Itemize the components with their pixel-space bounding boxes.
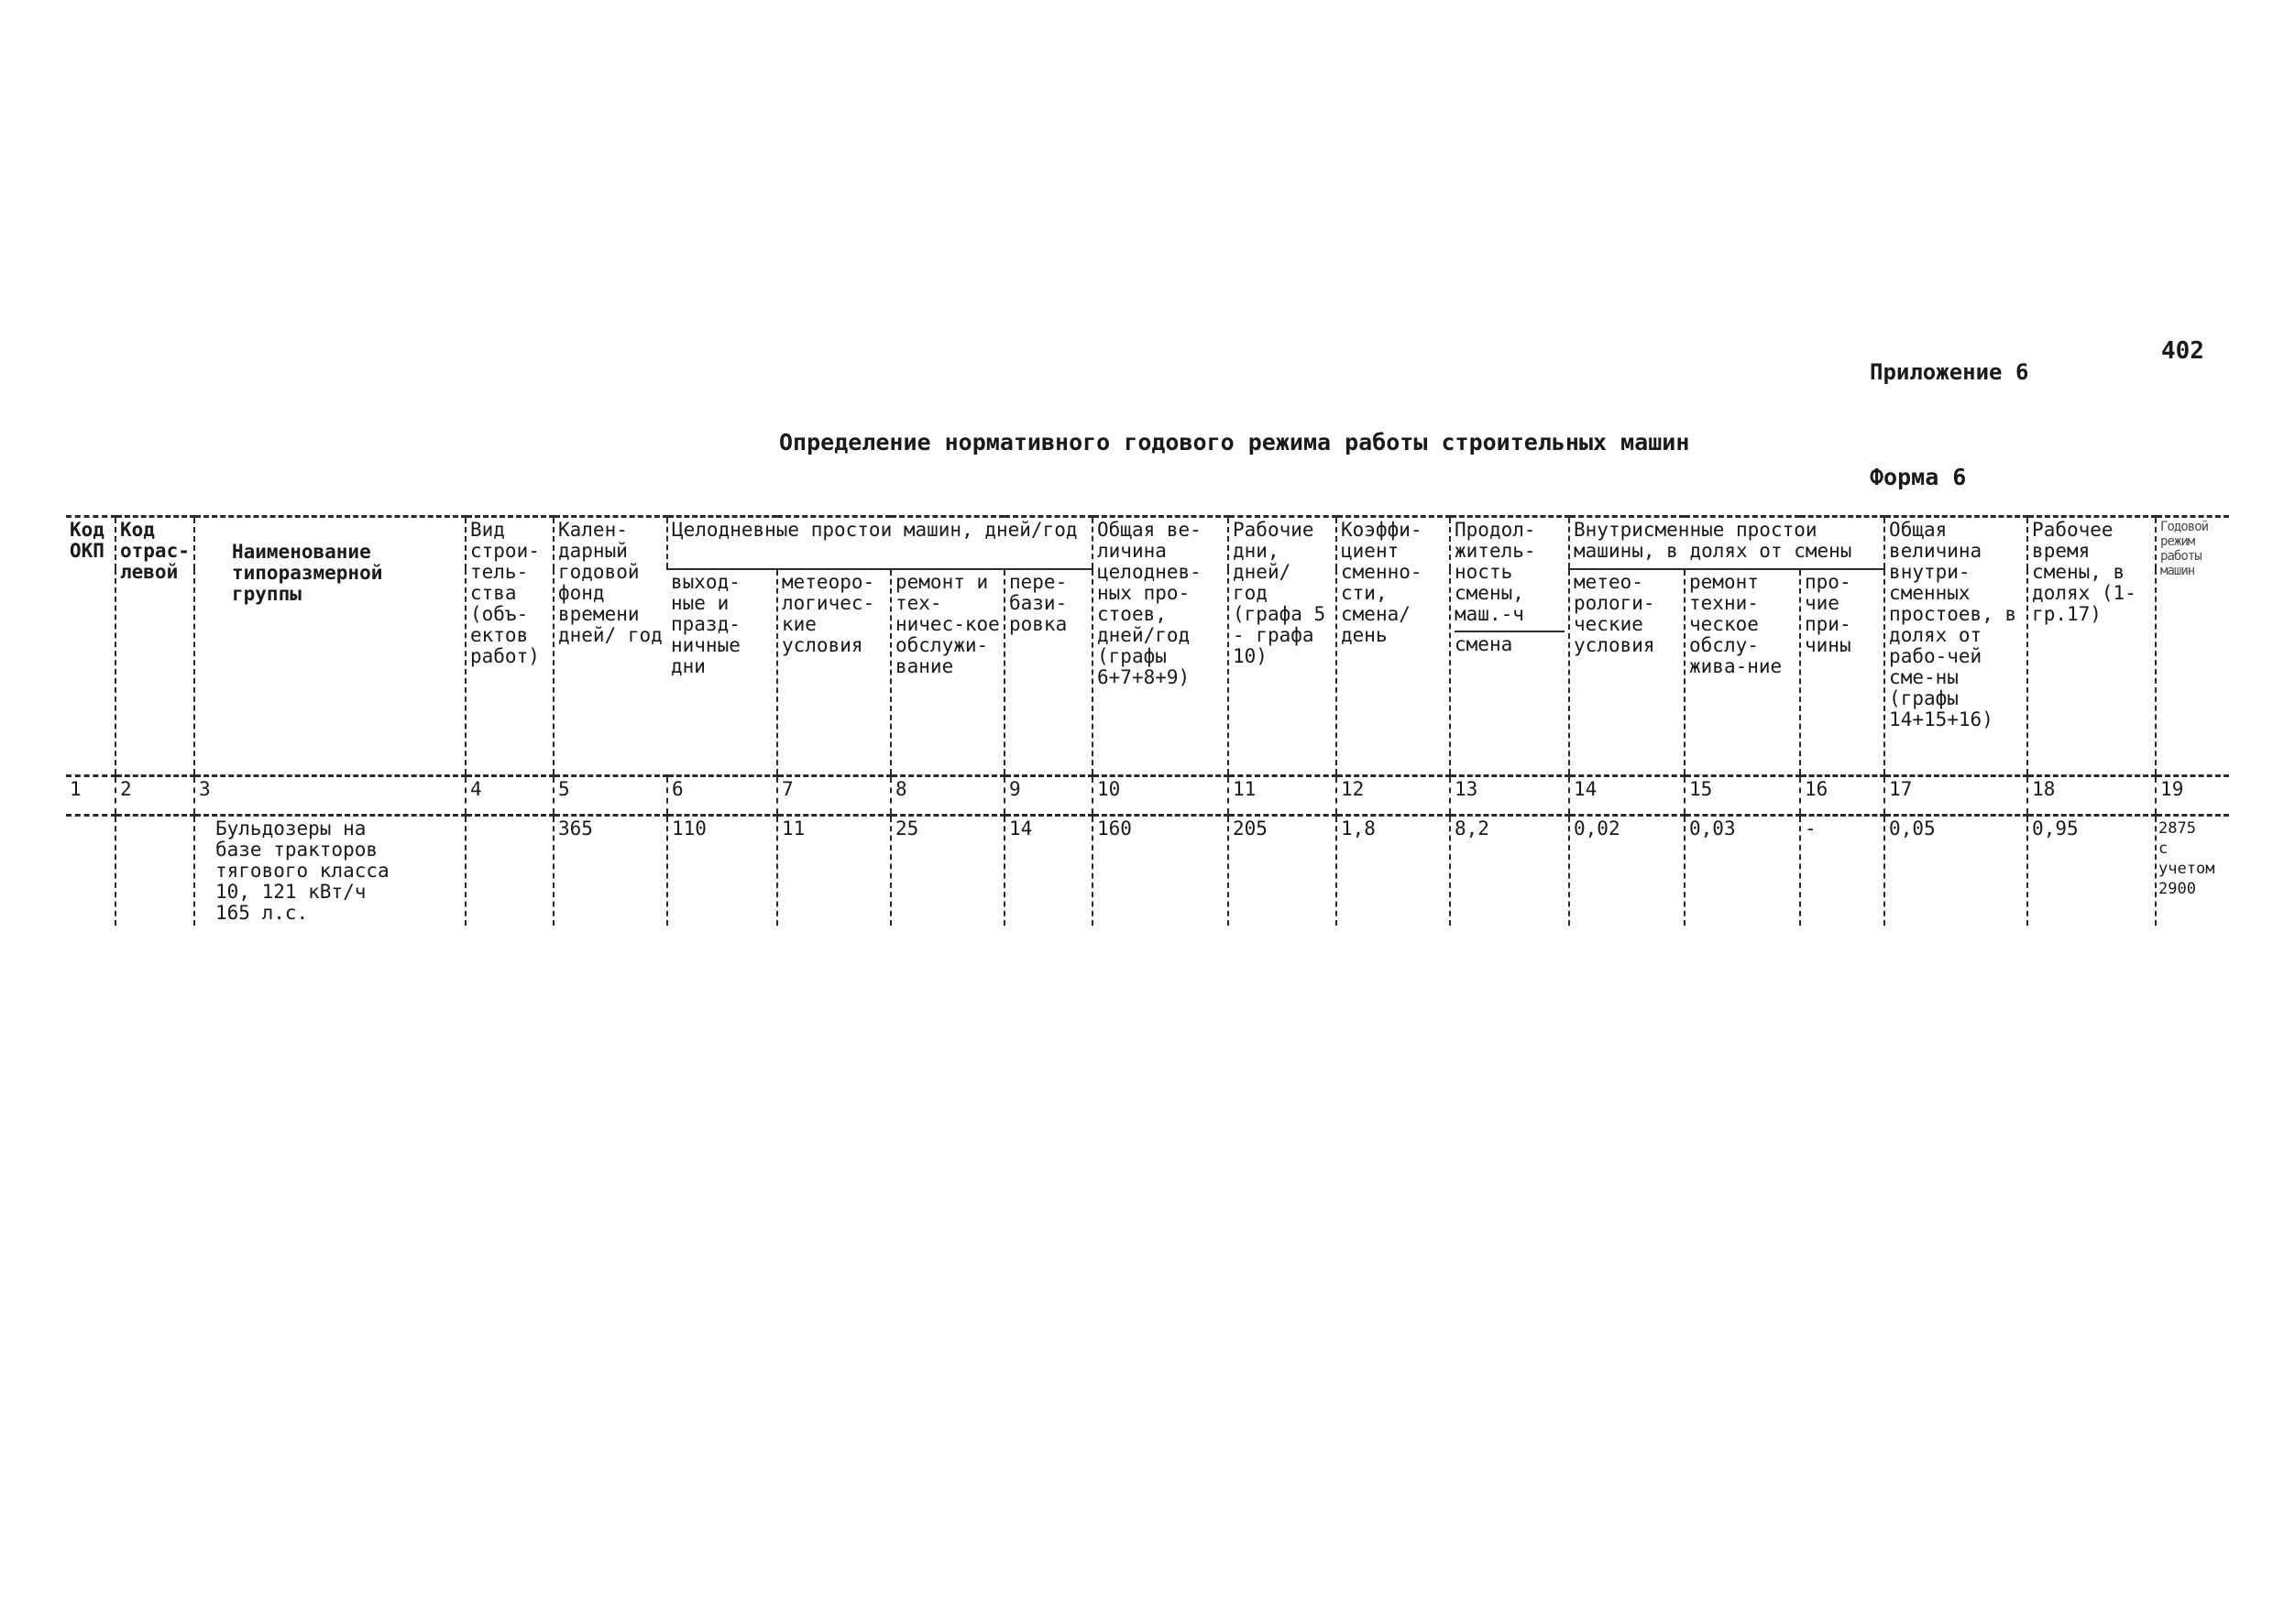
header-okp-code: Код ОКП [66, 517, 115, 776]
column-number: 16 [1800, 776, 1884, 816]
header-group-name: Наименование типоразмерной группы [194, 517, 466, 776]
column-number: 2 [115, 776, 194, 816]
header-intra-weather: метео-рологи-ческие условия [1569, 569, 1685, 776]
cell-repair-maintenance: 25 [891, 816, 1005, 927]
cell-total-intra-shift-downtime: 0,05 [1884, 816, 2027, 927]
cell-shift-coefficient: 1,8 [1336, 816, 1450, 927]
cell-industry-code [115, 816, 194, 927]
cell-working-days: 205 [1228, 816, 1336, 927]
header-shift-duration [1450, 517, 1569, 776]
cell-weekends-holidays: 110 [667, 816, 777, 927]
column-number: 11 [1228, 776, 1336, 816]
group-name-line: 165 л.с. [215, 902, 309, 924]
header-weather-conditions: метеоро-логичес-кие условия [777, 569, 891, 776]
column-number: 1 [66, 776, 115, 816]
header-total-intra-shift-downtime: Общая величина внутри-сменных простоев, в долях от рабо-чей сме-ны (графы 14+15+16) [1884, 517, 2027, 776]
header-weekends-holidays: выход-ные и празд-ничные дни [671, 570, 741, 677]
cell-intra-weather: 0,02 [1569, 816, 1685, 927]
cell-relocation: 14 [1005, 816, 1093, 927]
cell-construction-type [466, 816, 554, 927]
header-intra-repair: ремонт техни-ческое обслу-жива-ние [1685, 569, 1800, 776]
group-name-line: 10, 121 кВт/ч [215, 881, 367, 903]
header-industry-code: Код отрас-левой [115, 517, 194, 776]
annual-regime-line: с учетом [2158, 839, 2215, 878]
document-title: Определение нормативного годового режима работы строительных машин [779, 429, 1690, 455]
header-calendar-fund: Кален-дарный годовой фонд времени дней/ год [554, 517, 667, 776]
header-intra-shift-downtime: Внутрисменные простои машины, в долях от смены [1569, 517, 1884, 569]
header-annual-regime: Годовой режим работы машин [2156, 517, 2229, 776]
header-repair-maintenance: ремонт и тех-ничес-кое обслужи-вание [891, 569, 1005, 776]
annual-regime-line: 2900 [2158, 880, 2196, 898]
group-name-line: тягового класса [215, 860, 390, 882]
regime-table-container [66, 515, 2229, 926]
header-shift-coefficient: Коэффи-циент сменно-сти, смена/ день [1336, 517, 1450, 776]
column-number: 9 [1005, 776, 1093, 816]
column-number-row [66, 776, 2229, 816]
cell-group-name [194, 816, 466, 927]
form-label: Форма 6 [1870, 464, 1967, 490]
cell-annual-regime [2156, 816, 2229, 927]
annual-regime-line: 2875 [2158, 819, 2196, 838]
cell-intra-repair: 0,03 [1685, 816, 1800, 927]
column-number: 5 [554, 776, 667, 816]
column-number: 3 [194, 776, 466, 816]
group-name-line: базе тракторов [215, 839, 379, 861]
header-shift-duration-top: Продол-житель-ность смены, маш.-ч [1455, 519, 1536, 625]
cell-okp-code [66, 816, 115, 927]
column-number: 4 [466, 776, 554, 816]
appendix-label: Приложение 6 [1870, 359, 2029, 385]
column-number: 8 [891, 776, 1005, 816]
column-number: 15 [1685, 776, 1800, 816]
cell-weather-conditions: 11 [777, 816, 891, 927]
cell-working-time-share: 0,95 [2027, 816, 2156, 927]
header-working-time-share: Рабочее время смены, в долях (1-гр.17) [2027, 517, 2156, 776]
table-row [66, 816, 2229, 927]
regime-table [66, 515, 2229, 926]
header-total-full-day-downtime: Общая ве-личина целоднев-ных про-стоев, дней/год (графы 6+7+8+9) [1093, 517, 1228, 776]
column-number: 18 [2027, 776, 2156, 816]
column-number: 7 [777, 776, 891, 816]
column-number: 10 [1093, 776, 1228, 816]
group-name-line: Бульдозеры на [215, 817, 367, 839]
column-number: 6 [667, 776, 777, 816]
column-number: 17 [1884, 776, 2027, 816]
header-relocation: пере-бази-ровка [1005, 569, 1093, 776]
header-shift-duration-unit: смена [1455, 631, 1565, 655]
cell-intra-other: - [1800, 816, 1884, 927]
column-number: 13 [1450, 776, 1569, 816]
column-number: 19 [2156, 776, 2229, 816]
cell-shift-duration: 8,2 [1450, 816, 1569, 927]
cell-total-full-day-downtime: 160 [1093, 816, 1228, 927]
cell-calendar-fund: 365 [554, 816, 667, 927]
column-number: 12 [1336, 776, 1450, 816]
column-number: 14 [1569, 776, 1685, 816]
header-full-day-downtime: Целодневные простои машин, дней/год [667, 517, 1093, 569]
header-intra-other: про-чие при-чины [1800, 569, 1884, 776]
header-construction-type: Вид строи-тель-ства (объ-ектов работ) [466, 517, 554, 776]
page-number: 402 [2161, 337, 2204, 365]
header-working-days: Рабочие дни, дней/ год (графа 5 - графа 10) [1228, 517, 1336, 776]
